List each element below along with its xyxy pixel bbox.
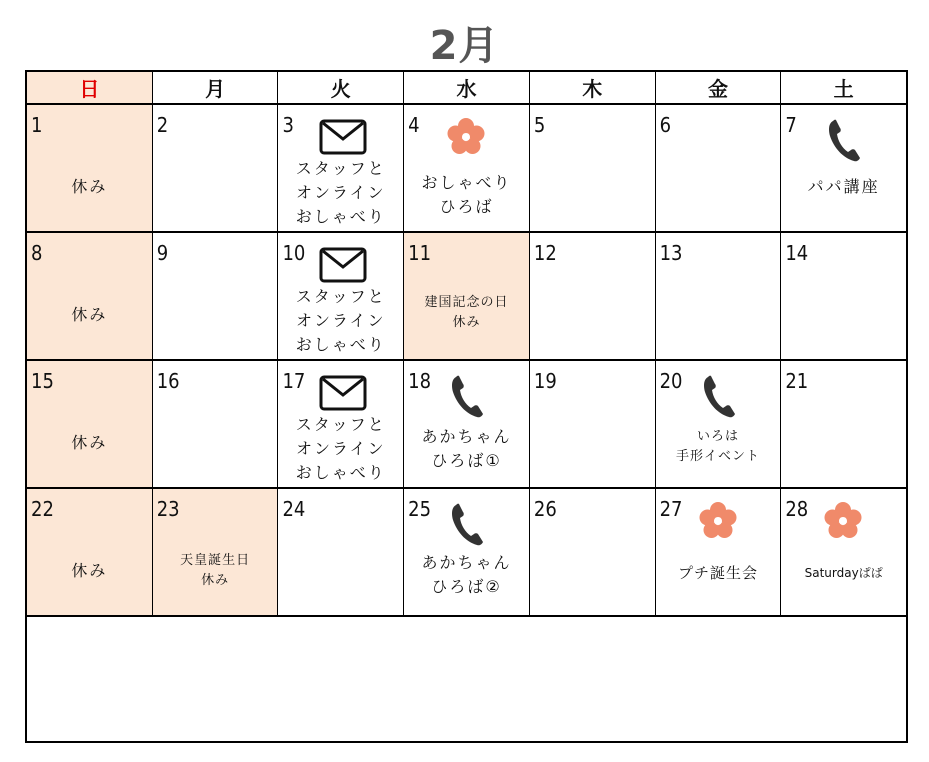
calendar-weeks xyxy=(27,105,906,617)
day-note: 休み xyxy=(71,561,108,580)
day-number: 21 xyxy=(785,369,809,393)
day-note: 天皇誕生日 休み xyxy=(180,553,251,588)
day-number: 4 xyxy=(408,113,420,137)
day-cell[interactable] xyxy=(278,361,404,487)
day-note: パパ講座 xyxy=(807,177,880,196)
phone-icon xyxy=(450,501,484,547)
day-number: 20 xyxy=(659,369,683,393)
day-number: 9 xyxy=(156,241,169,265)
day-note: スタッフと オンライン おしゃべり xyxy=(295,415,386,482)
day-number: 10 xyxy=(282,241,306,265)
day-cell[interactable] xyxy=(530,105,656,231)
day-cell[interactable] xyxy=(278,233,404,359)
day-number: 1 xyxy=(31,113,43,137)
calendar-grid xyxy=(25,70,908,743)
day-number: 22 xyxy=(31,497,54,521)
day-note: 休み xyxy=(71,433,108,452)
day-number: 24 xyxy=(282,497,306,521)
weekday-monday: 月 xyxy=(153,72,279,103)
day-number: 5 xyxy=(533,113,546,137)
week-row xyxy=(27,105,906,233)
day-note: あかちゃん ひろば② xyxy=(421,553,512,596)
day-number: 16 xyxy=(156,369,180,393)
day-number: 2 xyxy=(156,113,169,137)
day-number: 17 xyxy=(282,369,306,393)
day-cell[interactable] xyxy=(781,233,906,359)
day-cell[interactable] xyxy=(530,233,656,359)
day-number: 25 xyxy=(408,497,432,521)
day-cell[interactable] xyxy=(153,233,279,359)
day-number: 15 xyxy=(31,369,54,393)
day-cell[interactable] xyxy=(781,361,906,487)
day-cell[interactable] xyxy=(153,105,279,231)
weekday-tuesday: 火 xyxy=(278,72,404,103)
day-note: 休み xyxy=(71,177,108,196)
day-cell[interactable] xyxy=(27,489,153,615)
day-cell[interactable] xyxy=(278,105,404,231)
weekday-thursday: 木 xyxy=(530,72,656,103)
weekday-wednesday: 水 xyxy=(404,72,530,103)
week-row xyxy=(27,233,906,361)
day-number: 14 xyxy=(785,241,809,265)
day-cell[interactable] xyxy=(656,489,782,615)
envelope-icon xyxy=(319,247,367,283)
weekday-saturday: 土 xyxy=(833,77,854,101)
day-number: 12 xyxy=(533,241,557,265)
day-number: 18 xyxy=(408,369,432,393)
day-note: Saturdayぱぱ xyxy=(804,566,883,580)
month-title: 2月 xyxy=(429,23,500,69)
day-cell[interactable] xyxy=(27,233,153,359)
phone-icon xyxy=(702,373,736,419)
day-number: 3 xyxy=(282,113,294,137)
day-cell[interactable] xyxy=(404,361,530,487)
day-number: 27 xyxy=(659,497,683,521)
day-note: おしゃべり ひろば xyxy=(421,173,512,216)
phone-icon xyxy=(450,373,484,419)
day-cell[interactable] xyxy=(278,489,404,615)
day-cell[interactable] xyxy=(404,105,530,231)
day-number: 11 xyxy=(408,241,432,265)
day-cell[interactable] xyxy=(656,233,782,359)
day-note: 建国記念の日 休み xyxy=(424,295,509,330)
day-number: 23 xyxy=(156,497,180,521)
day-cell[interactable] xyxy=(27,105,153,231)
day-cell[interactable] xyxy=(404,489,530,615)
day-cell[interactable] xyxy=(781,489,906,615)
day-number: 13 xyxy=(659,241,683,265)
flower-icon xyxy=(446,117,486,157)
day-cell[interactable] xyxy=(153,489,279,615)
day-cell[interactable] xyxy=(530,489,656,615)
day-note: プチ誕生会 xyxy=(677,564,758,582)
weekday-header xyxy=(27,72,906,105)
day-number: 26 xyxy=(533,497,557,521)
flower-icon xyxy=(823,501,863,541)
week-row xyxy=(27,361,906,489)
envelope-icon xyxy=(319,375,367,411)
day-note: スタッフと オンライン おしゃべり xyxy=(295,159,386,226)
day-cell[interactable] xyxy=(404,233,530,359)
day-note: 休み xyxy=(71,305,108,324)
day-cell[interactable] xyxy=(656,105,782,231)
envelope-icon xyxy=(319,119,367,155)
day-cell[interactable] xyxy=(27,361,153,487)
flower-icon xyxy=(698,501,738,541)
day-cell[interactable] xyxy=(530,361,656,487)
day-note: いろは 手形イベント xyxy=(675,429,760,464)
day-cell[interactable] xyxy=(153,361,279,487)
phone-icon xyxy=(827,117,861,163)
day-number: 8 xyxy=(31,241,43,265)
day-number: 28 xyxy=(785,497,809,521)
day-number: 6 xyxy=(659,113,672,137)
day-note: スタッフと オンライン おしゃべり xyxy=(295,287,386,354)
day-number: 19 xyxy=(533,369,557,393)
weekday-friday: 金 xyxy=(656,72,782,103)
day-note: あかちゃん ひろば① xyxy=(421,427,512,470)
day-cell[interactable] xyxy=(781,105,906,231)
week-row xyxy=(27,489,906,617)
weekday-sunday: 日 xyxy=(27,72,153,103)
day-number: 7 xyxy=(785,113,797,137)
day-cell[interactable] xyxy=(656,361,782,487)
blank-notes-area xyxy=(27,617,906,741)
